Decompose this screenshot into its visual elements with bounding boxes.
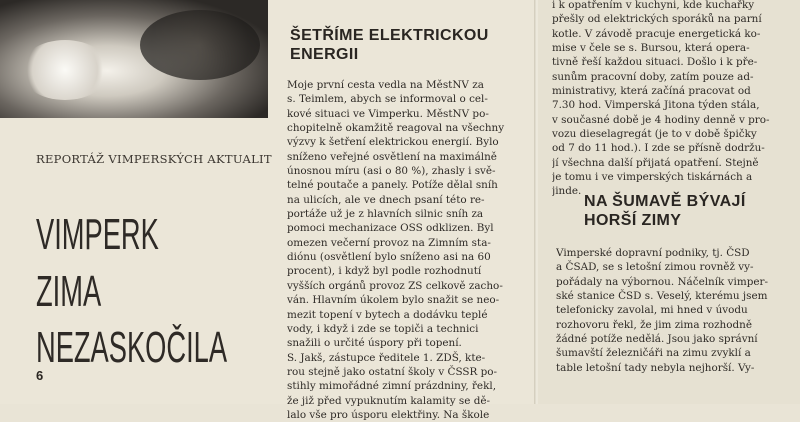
text-line: diónu (osvětlení bylo sníženo asi na 60	[287, 251, 491, 264]
text-line: vozu dieselagregát (je to v době špičky	[552, 128, 757, 141]
kicker-text: REPORTÁŽ VIMPERSKÝCH AKTUALIT	[36, 152, 272, 166]
article-column-right-bottom	[556, 246, 794, 375]
text-line: Moje první cesta vedla na MěstNV za	[287, 79, 484, 91]
text-line: je tomu i ve vimperských tiskárnách a	[552, 171, 753, 184]
heading-line: NA ŠUMAVĚ BÝVAJÍ	[584, 193, 746, 210]
title-line-3: NEZASKOČILA	[36, 323, 228, 372]
text-line: a ČSAD, se s letošní zimou rovněž vy-	[556, 261, 754, 274]
text-line: vyšších orgánů provoz ZS celkově zacho-	[287, 279, 503, 292]
text-line: sunům pracovní doby, zatím pouze ad-	[552, 70, 754, 83]
section-heading-energy	[290, 26, 510, 64]
snow-photo	[0, 0, 268, 118]
text-line: jinde.	[552, 185, 582, 198]
text-line: únosnou míru (asi o 80 %), zhasly i svě-	[287, 165, 496, 178]
text-line: s. Teimlem, abych se informoval o cel-	[287, 93, 488, 106]
heading-line: ENERGII	[290, 46, 359, 63]
section-heading-sumava	[584, 192, 784, 230]
text-line: tivně řeší každou situaci. Došlo i k pře-	[552, 56, 758, 69]
text-line: přešly od elektrických sporáků na parní	[552, 13, 762, 26]
text-line: stihly mimořádné zimní prázdniny, řekl,	[287, 380, 497, 393]
text-line: i k opatřením v kuchyni, kde kuchařky	[552, 0, 755, 11]
text-line: lalo vše pro úsporu elektřiny. Na škole	[287, 408, 490, 421]
text-line: pořádaly na výbornou. Náčelník vimper-	[556, 275, 768, 288]
text-line: ministrativy, která začíná pracovat od	[552, 85, 751, 98]
heading-line: HORŠÍ ZIMY	[584, 212, 682, 229]
title-line-1: VIMPERK	[36, 210, 159, 259]
text-line: v současné době je 4 hodiny denně v pro-	[552, 113, 770, 126]
text-line: omezen večerní provoz na Zimním sta-	[287, 236, 491, 249]
text-line: S. Jakš, zástupce ředitele 1. ZDŠ, kte-	[287, 351, 486, 364]
text-line: 7.30 hod. Vimperská Jitona týden stála,	[552, 99, 760, 112]
text-line: výzvy k šetření elektrickou energií. Bylo	[287, 136, 499, 149]
text-line: rou stejně jako ostatní školy v ČSSR po-	[287, 365, 498, 378]
text-line: na ulicích, ale ve dnech psaní této re-	[287, 193, 485, 206]
text-line: snažili o určité úspory při topení.	[287, 337, 462, 350]
text-line: mise v čele se s. Bursou, která opera-	[552, 42, 750, 55]
title-line-2: ZIMA	[36, 267, 102, 316]
text-line: ván. Hlavním úkolem bylo snažit se neo-	[287, 294, 500, 307]
article-column-right-top	[552, 0, 796, 199]
text-line: že již před vypuknutím kalamity se dě-	[287, 394, 491, 407]
text-line: od 7 do 11 hod.). I zde se přísně dodržu-	[552, 142, 765, 155]
text-line: telefonicky zavolal, mi hned v úvodu	[556, 304, 748, 317]
text-line: Vimperské dopravní podniky, tj. ČSD	[556, 247, 750, 259]
page-number: 6	[36, 368, 44, 383]
text-line: šumavští železničáři na zimu zvyklí a	[556, 347, 751, 360]
heading-line: ŠETŘÍME ELEKTRICKOU	[290, 27, 489, 44]
text-line: portáže už je z hlavních silnic sníh za	[287, 208, 484, 221]
text-line: žádné potíže nedělá. Jsou jako správní	[556, 333, 758, 346]
text-line: telné poutače a panely. Potíže dělal sníh	[287, 179, 498, 192]
text-line: procent), i když byl podle rozhodnutí	[287, 265, 482, 278]
text-line: pomoci mechanizace OSS odklizen. Byl	[287, 222, 494, 235]
text-line: mezit topení v bytech a dodávku teplé	[287, 308, 488, 321]
text-line: table letošní tady nebyla nejhorší. Vy-	[556, 361, 755, 374]
text-line: kové situaci ve Vimperku. MěstNV po-	[287, 107, 489, 120]
text-line: chopitelně okamžitě reagoval na všechny	[287, 122, 505, 135]
text-line: kotle. V závodě pracuje energetická ko-	[552, 27, 761, 40]
text-line: ské stanice ČSD s. Veselý, kterému jsem	[556, 290, 768, 303]
text-line: jí všechna další přijatá opatření. Stejně	[552, 156, 759, 169]
text-line: sníženo veřejné osvětlení na maximálně	[287, 150, 497, 163]
text-line: vody, i když i zde se topiči a technici	[287, 322, 479, 335]
article-column-middle	[287, 78, 527, 422]
text-line: rozhovoru řekl, že jim zima rozhodně	[556, 318, 752, 331]
